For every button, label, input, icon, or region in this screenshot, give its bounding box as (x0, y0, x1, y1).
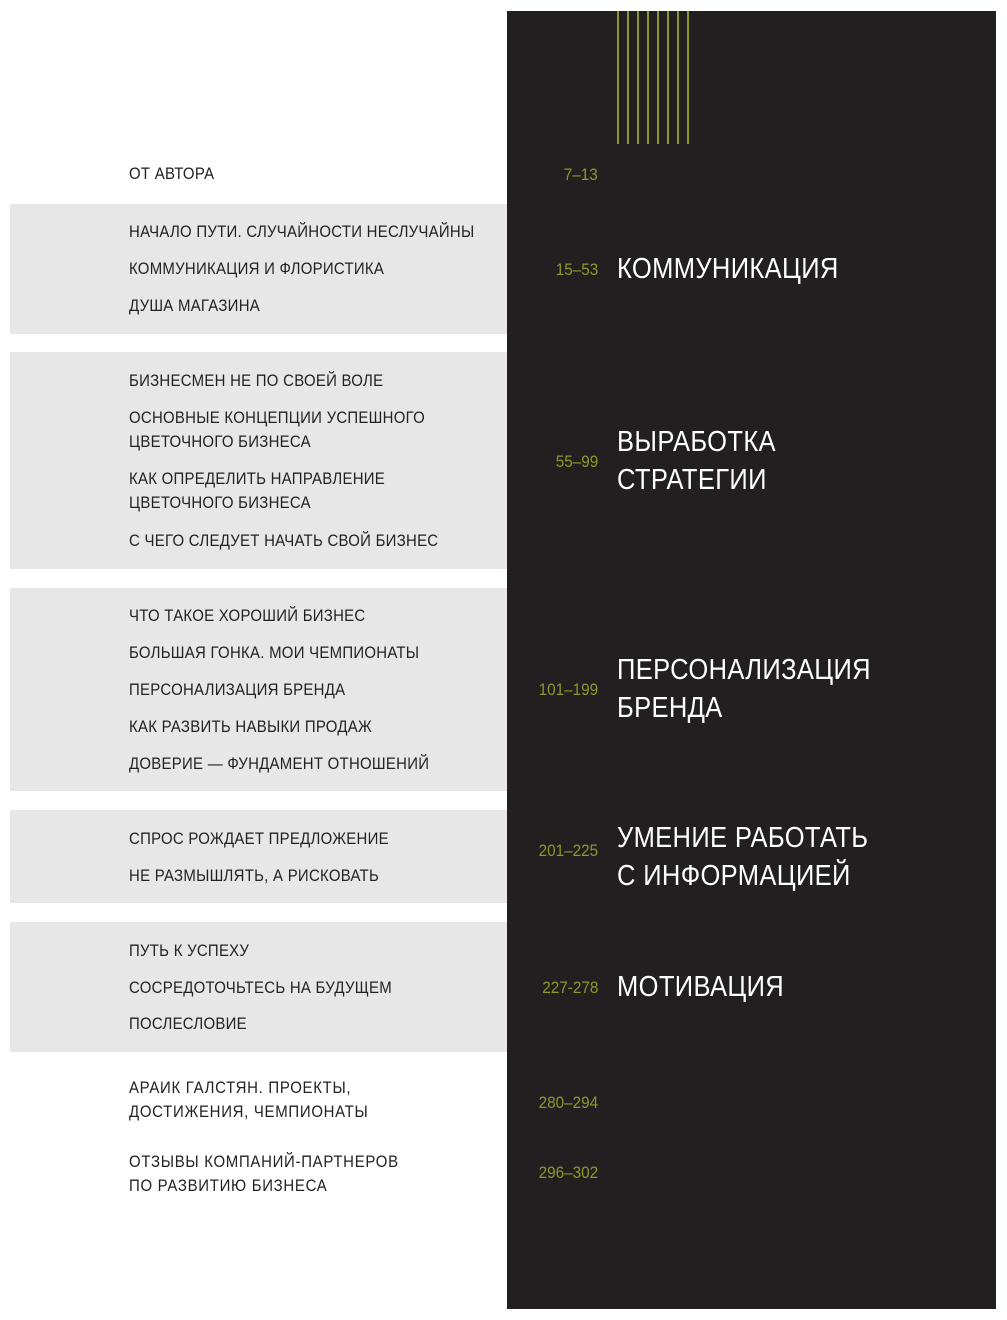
toc-entry-partner-reviews[interactable]: ОТЗЫВЫ КОМПАНИЙ-ПАРТНЕРОВ ПО РАЗВИТИЮ БИЗНЕСА (129, 1152, 399, 1195)
page-range-author-projects: 280–294 (538, 1093, 598, 1112)
toc-entry[interactable]: КОММУНИКАЦИЯ И ФЛОРИСТИКА (129, 259, 385, 278)
page-range-brand: 101–199 (538, 680, 598, 699)
section-band-information (10, 810, 507, 903)
section-title-communication[interactable]: КОММУНИКАЦИЯ (617, 253, 839, 285)
page-range-information: 201–225 (538, 841, 598, 860)
toc-entry[interactable]: ПЕРСОНАЛИЗАЦИЯ БРЕНДА (129, 680, 346, 699)
section-title-brand[interactable]: ПЕРСОНАЛИЗАЦИЯ БРЕНДА (617, 654, 871, 724)
toc-entry[interactable]: ПУТЬ К УСПЕХУ (129, 941, 250, 960)
toc-entry[interactable]: ДОВЕРИЕ — ФУНДАМЕНТ ОТНОШЕНИЙ (129, 754, 430, 773)
toc-entry[interactable]: ПОСЛЕСЛОВИЕ (129, 1014, 247, 1033)
page-range-communication: 15–53 (555, 260, 598, 279)
toc-entry-author-projects[interactable]: АРАИК ГАЛСТЯН. ПРОЕКТЫ, ДОСТИЖЕНИЯ, ЧЕМПИОНАТЫ (129, 1078, 369, 1121)
decorative-vertical-lines (617, 11, 693, 144)
section-title-information[interactable]: УМЕНИЕ РАБОТАТЬ С ИНФОРМАЦИЕЙ (617, 822, 869, 892)
page-range-partner-reviews: 296–302 (538, 1163, 598, 1182)
toc-entry-from-author[interactable]: ОТ АВТОРА (129, 164, 215, 183)
toc-entry[interactable]: НЕ РАЗМЫШЛЯТЬ, А РИСКОВАТЬ (129, 866, 380, 885)
toc-entry[interactable]: ДУША МАГАЗИНА (129, 296, 261, 315)
toc-entry[interactable]: СПРОС РОЖДАЕТ ПРЕДЛОЖЕНИЕ (129, 829, 389, 848)
page-range-strategy: 55–99 (555, 452, 598, 471)
page-range-motivation: 227-278 (541, 978, 598, 997)
toc-entry[interactable]: ОСНОВНЫЕ КОНЦЕПЦИИ УСПЕШНОГО ЦВЕТОЧНОГО БИЗНЕСА (129, 408, 426, 451)
toc-entry[interactable]: ЧТО ТАКОЕ ХОРОШИЙ БИЗНЕС (129, 606, 366, 625)
toc-entry[interactable]: БОЛЬШАЯ ГОНКА. МОИ ЧЕМПИОНАТЫ (129, 643, 420, 662)
page-range-from-author: 7–13 (563, 165, 598, 184)
toc-entry[interactable]: С ЧЕГО СЛЕДУЕТ НАЧАТЬ СВОЙ БИЗНЕС (129, 531, 439, 550)
toc-entry[interactable]: КАК РАЗВИТЬ НАВЫКИ ПРОДАЖ (129, 717, 373, 736)
toc-entry[interactable]: КАК ОПРЕДЕЛИТЬ НАПРАВЛЕНИЕ ЦВЕТОЧНОГО БИЗНЕСА (129, 469, 386, 512)
toc-entry[interactable]: БИЗНЕСМЕН НЕ ПО СВОЕЙ ВОЛЕ (129, 371, 384, 390)
section-title-strategy[interactable]: ВЫРАБОТКА СТРАТЕГИИ (617, 426, 776, 496)
section-title-motivation[interactable]: МОТИВАЦИЯ (617, 971, 785, 1003)
toc-entry[interactable]: СОСРЕДОТОЧЬТЕСЬ НА БУДУЩЕМ (129, 978, 392, 997)
toc-entry[interactable]: НАЧАЛО ПУТИ. СЛУЧАЙНОСТИ НЕСЛУЧАЙНЫ (129, 222, 475, 241)
